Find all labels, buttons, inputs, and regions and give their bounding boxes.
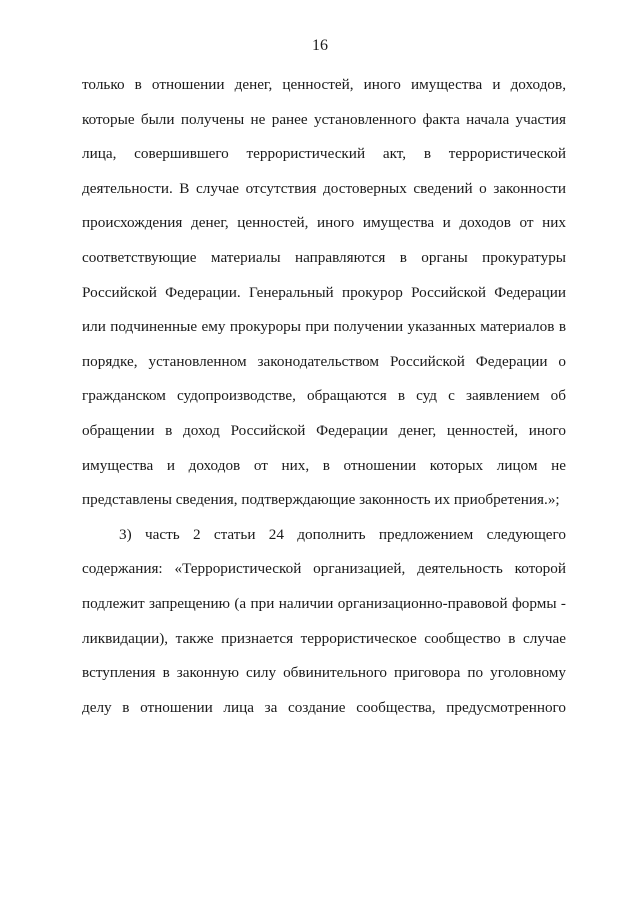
text-line-13: представлены сведения, подтверждающие законность их приобретения.»; xyxy=(82,491,560,509)
text-line-19: делу в отношении лица за создание сообщества, предусмотренного xyxy=(82,698,566,716)
text-line-1: только в отношении денег, ценностей, иного имущества и доходов, xyxy=(82,76,566,93)
text-line-3: лица, совершившего террористический акт, в террористической xyxy=(82,145,566,163)
text-line-10: гражданском судопроизводстве, обращаются в суд с заявлением об xyxy=(82,387,566,405)
text-line-17: ликвидации), также признается террористическое сообщество в случае xyxy=(82,629,566,647)
text-line-8: или подчиненные ему прокуроры при получении указанных материалов в xyxy=(82,318,566,336)
text-line-18: вступления в законную силу обвинительного приговора по уголовному xyxy=(82,664,566,682)
text-line-15: содержания: «Террористической организацией, деятельность которой xyxy=(82,560,566,578)
text-line-2: которые были получены не ранее установленного факта начала участия xyxy=(82,110,566,128)
text-line-4: деятельности. В случае отсутствия достоверных сведений о законности xyxy=(82,179,566,197)
page-number: 16 xyxy=(312,37,328,54)
text-line-14: 3) часть 2 статьи 24 дополнить предложением следующего xyxy=(119,525,566,543)
text-line-5: происхождения денег, ценностей, иного имущества и доходов от них xyxy=(82,214,566,232)
text-line-16: подлежит запрещению (а при наличии организационно-правовой формы - xyxy=(82,594,566,612)
document-body xyxy=(82,68,566,725)
text-line-6: соответствующие материалы направляются в органы прокуратуры xyxy=(82,248,566,266)
text-line-7: Российской Федерации. Генеральный прокурор Российской Федерации xyxy=(82,283,566,301)
text-line-11: обращении в доход Российской Федерации денег, ценностей, иного xyxy=(82,421,566,439)
text-line-12: имущества и доходов от них, в отношении которых лицом не xyxy=(82,456,566,474)
text-line-9: порядке, установленном законодательством Российской Федерации о xyxy=(82,352,566,370)
